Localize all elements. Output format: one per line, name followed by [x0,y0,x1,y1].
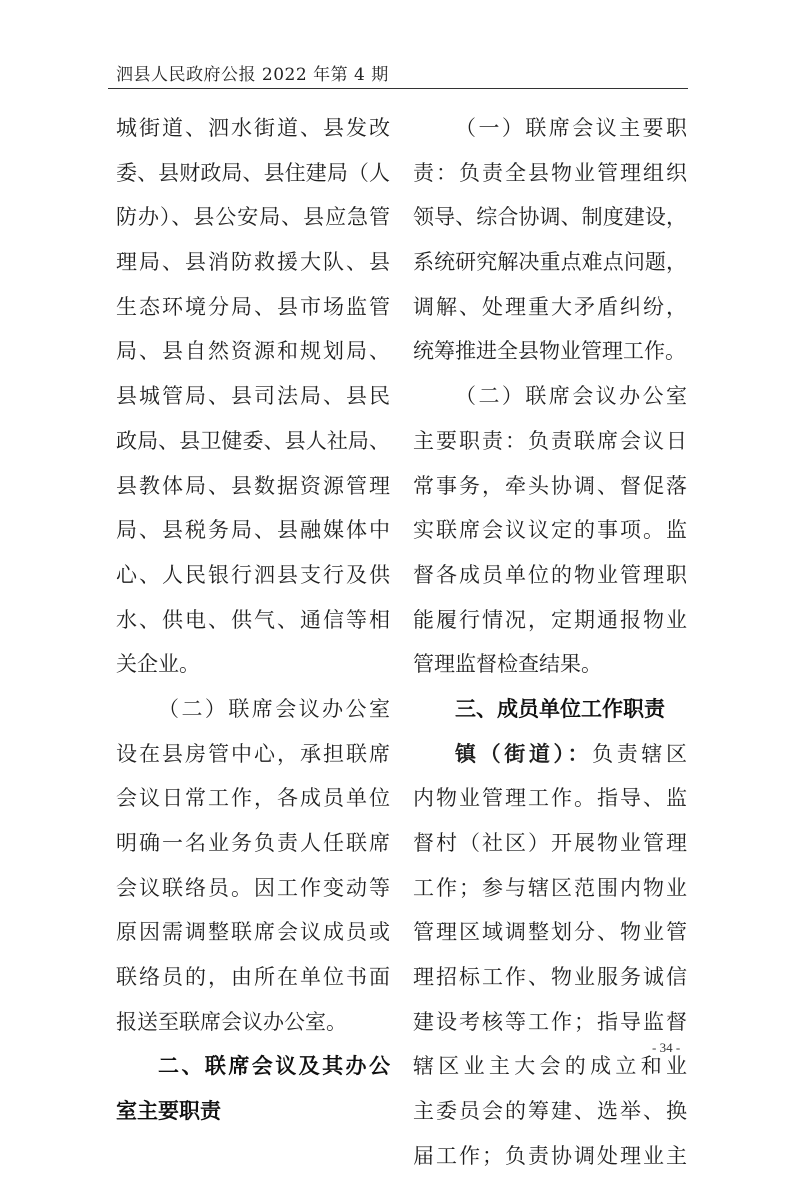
text-line: 辖区业主大会的成立和业 [413,1054,687,1079]
text-line: 原因需调整联席会议成员或 [116,920,390,945]
text-line: 管理监督检查结果。 [413,652,602,677]
text-line: 政局、县卫健委、县人社局、 [116,428,390,453]
text-line: 调解、处理重大矛盾纠纷， [413,294,687,319]
lead-rest: 负责辖区 [592,741,688,766]
text-line: 局、县税务局、县融媒体中 [116,518,390,543]
text-line: 防办）、县公安局、县应急管 [116,205,390,230]
text-line: 委、县财政局、县住建局（人 [116,160,390,185]
text-line: 实联席会议议定的事项。监 [413,518,687,543]
text-line: 县城管局、县司法局、县民 [116,384,390,409]
page-number: - 34 - [652,1040,681,1055]
left-text-column [116,106,390,1134]
text-line: 生态环境分局、县市场监管 [116,294,390,319]
text-line [413,732,687,777]
text-line: 理招标工作、物业服务诚信 [413,965,687,990]
text-line: 常事务，牵头协调、督促落 [413,473,687,498]
text-line: 城街道、泗水街道、县发改 [116,116,390,140]
text-line: 系统研究解决重点难点问题， [413,250,687,275]
text-line: 局、县自然资源和规划局、 [116,339,390,364]
text-line: 会议联络员。因工作变动等 [116,875,390,900]
text-line: 领导、综合协调、制度建设， [413,205,687,230]
text-line: 水、供电、供气、通信等相 [116,607,390,632]
text-line: 责：负责全县物业管理组织 [413,160,687,185]
text-line: 联络员的，由所在单位书面 [116,965,390,990]
section-heading-line: 室主要职责 [116,1099,221,1124]
text-line: 设在县房管中心，承担联席 [116,741,390,766]
text-line: （二）联席会议办公室 [455,384,687,409]
page-header: 泗县人民政府公报 2022 年第 4 期 [116,65,389,85]
text-line: 明确一名业务负责人任联席 [116,831,390,855]
text-line: 内物业管理工作。指导、监 [413,786,687,811]
text-line: 届工作；负责协调处理业主 [413,1143,687,1168]
text-line: 统筹推进全县物业管理工作。 [413,339,686,364]
section-heading-line: 二、联席会议及其办公 [158,1054,390,1079]
text-line: 建设考核等工作；指导监督 [413,1009,687,1034]
text-line: 能履行情况，定期通报物业 [413,607,687,632]
text-line: 管理区域调整划分、物业管 [413,920,687,945]
text-line: （一）联席会议主要职 [455,116,687,140]
text-line: 主委员会的筹建、选举、换 [413,1099,687,1124]
text-line: 理局、县消防救援大队、县 [116,250,390,275]
text-line: （二）联席会议办公室 [158,696,390,721]
text-line: 督各成员单位的物业管理职 [413,562,687,587]
text-line: 督村（社区）开展物业管理 [413,831,687,855]
text-line: 工作；参与辖区范围内物业 [413,875,687,900]
right-text-column [413,106,687,1179]
lead-term: 镇（街道）： [455,741,593,766]
section-heading-line: 三、成员单位工作职责 [455,696,665,721]
text-line: 主要职责：负责联席会议日 [413,428,687,453]
text-line: 会议日常工作，各成员单位 [116,786,390,811]
text-line: 县教体局、县数据资源管理 [116,473,390,498]
text-line: 关企业。 [116,652,200,677]
text-line: 心、人民银行泗县支行及供 [116,562,390,587]
text-line: 报送至联席会议办公室。 [116,1009,347,1034]
header-divider [108,88,688,89]
